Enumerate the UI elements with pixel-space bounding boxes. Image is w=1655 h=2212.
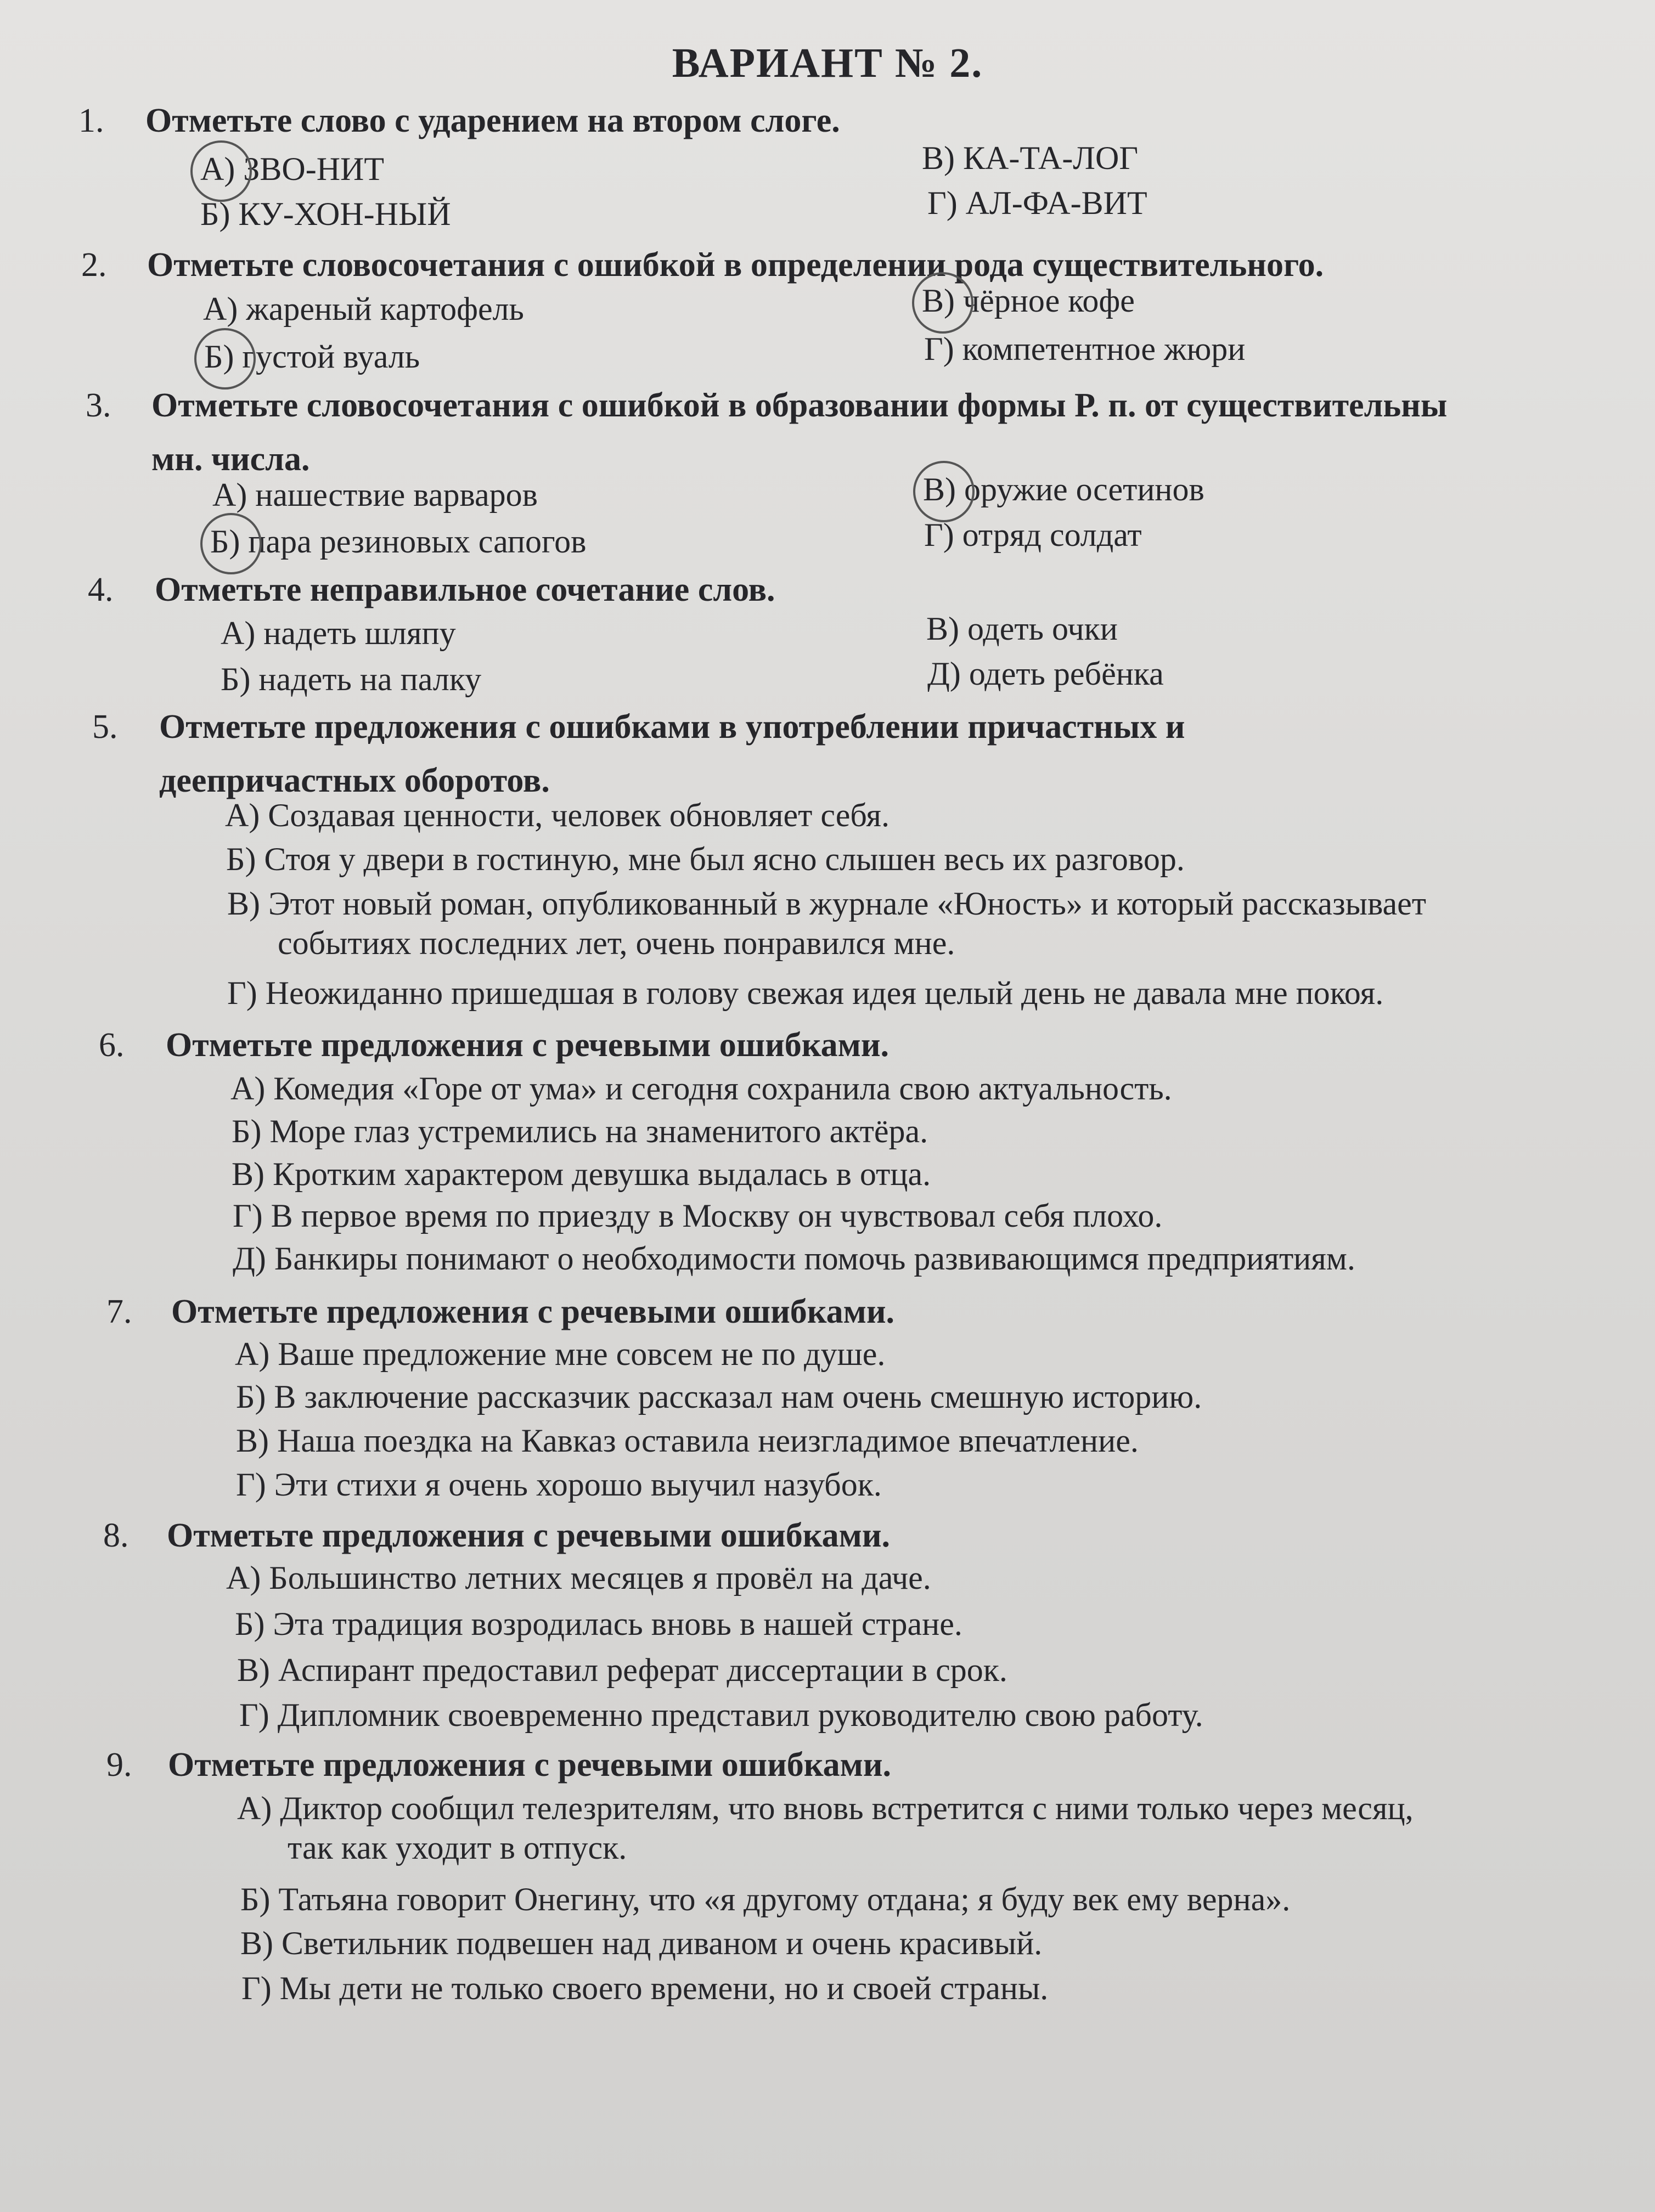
answer-option[interactable]: В) оружие осетинов: [923, 473, 1204, 506]
question-text: Отметьте неправильное сочетание слов.: [155, 571, 775, 608]
answer-option[interactable]: Д) Банкиры понимают о необходимости помочь развивающимся предприятиям.: [233, 1240, 1355, 1277]
answer-option[interactable]: Г) Дипломник своевременно представил руководителю свою работу.: [239, 1697, 1203, 1733]
answer-option[interactable]: А) Ваше предложение мне совсем не по душе.: [235, 1336, 886, 1372]
question-number: 6.: [99, 1026, 125, 1064]
answer-option[interactable]: А) Большинство летних месяцев я провёл на даче.: [226, 1560, 931, 1596]
answer-option[interactable]: В) Наша поездка на Кавказ оставила неизгладимое впечатление.: [236, 1423, 1139, 1459]
selected-circle-mark: [913, 461, 975, 522]
question-number: 9.: [106, 1746, 132, 1784]
answer-option[interactable]: Г) В первое время по приезду в Москву он чувствовал себя плохо.: [233, 1198, 1163, 1234]
answer-option[interactable]: Б) надеть на палку: [221, 661, 482, 697]
answer-option[interactable]: Б) Эта традиция возродилась вновь в нашей стране.: [235, 1606, 962, 1642]
answer-option[interactable]: В) Светильник подвешен над диваном и очень красивый.: [240, 1925, 1043, 1961]
answer-option[interactable]: В) чёрное кофе: [922, 284, 1135, 317]
question-number: 3.: [86, 387, 111, 424]
answer-option-continuation: событиях последних лет, очень понравился мне.: [278, 925, 955, 961]
answer-option[interactable]: А) Комедия «Горе от ума» и сегодня сохранила свою актуальность.: [230, 1070, 1172, 1107]
answer-option[interactable]: В) Аспирант предоставил реферат диссертации в срок.: [237, 1652, 1007, 1688]
question-text-continuation: мн. числа.: [151, 441, 310, 478]
answer-option[interactable]: Д) одеть ребёнка: [927, 656, 1164, 692]
question-number: 8.: [103, 1517, 129, 1554]
answer-option[interactable]: Г) Мы дети не только своего времени, но и своей страны.: [241, 1970, 1049, 2006]
answer-option[interactable]: Г) Эти стихи я очень хорошо выучил назубок.: [236, 1466, 882, 1503]
question-text-continuation: деепричастных оборотов.: [159, 762, 550, 799]
answer-option[interactable]: В) Кротким характером девушка выдалась в отца.: [232, 1156, 931, 1192]
answer-option[interactable]: А) Диктор сообщил телезрителям, что вновь встретится с ними только через месяц, так как уходит в отпуск.: [237, 1790, 1414, 1866]
selected-circle-mark: [200, 513, 262, 574]
page-title: ВАРИАНТ № 2.: [672, 40, 983, 86]
question-text: Отметьте словосочетания с ошибкой в определении рода существительного.: [147, 246, 1324, 284]
answer-option[interactable]: А) нашествие варваров: [212, 477, 538, 513]
answer-option[interactable]: Г) АЛ-ФА-ВИТ: [927, 185, 1147, 221]
answer-option[interactable]: В) КА-ТА-ЛОГ: [922, 140, 1139, 176]
question-text: Отметьте предложения с речевыми ошибками.: [171, 1293, 895, 1330]
answer-option[interactable]: Г) компетентное жюри: [924, 331, 1246, 367]
answer-option[interactable]: Б) пара резиновых сапогов: [210, 525, 587, 558]
selected-circle-mark: [190, 140, 252, 202]
answer-option[interactable]: Б) Татьяна говорит Онегину, что «я другому отдана; я буду век ему верна».: [240, 1881, 1291, 1917]
question-text: Отметьте предложения с речевыми ошибками.: [168, 1746, 892, 1784]
answer-option-continuation: так как уходит в отпуск.: [288, 1830, 627, 1866]
answer-option[interactable]: А) надеть шляпу: [221, 615, 456, 651]
answer-option[interactable]: Б) КУ-ХОН-НЫЙ: [200, 196, 451, 232]
question-text: Отметьте предложения с ошибками в употреблении причастных и: [159, 708, 1185, 746]
question-text: Отметьте предложения с речевыми ошибками.: [166, 1026, 890, 1064]
answer-option[interactable]: А) Создавая ценности, человек обновляет себя.: [225, 797, 890, 833]
question-text: Отметьте предложения с речевыми ошибками.: [167, 1517, 891, 1554]
question-number: 4.: [88, 571, 114, 608]
question-number: 5.: [92, 708, 118, 746]
answer-option[interactable]: Б) Море глаз устремились на знаменитого актёра.: [232, 1113, 928, 1149]
answer-option[interactable]: В) одеть очки: [926, 611, 1118, 647]
answer-option[interactable]: Б) густой вуаль: [204, 340, 420, 373]
question-text: Отметьте слово с ударением на втором слоге.: [145, 102, 840, 139]
selected-circle-mark: [194, 328, 256, 390]
answer-option[interactable]: Б) В заключение рассказчик рассказал нам очень смешную историю.: [236, 1379, 1202, 1415]
question-text: Отметьте словосочетания с ошибкой в образовании формы Р. п. от существительны: [151, 387, 1448, 424]
answer-option[interactable]: Г) Неожиданно пришедшая в голову свежая идея целый день не давала мне покоя.: [227, 975, 1384, 1011]
answer-option[interactable]: Г) отряд солдат: [924, 517, 1142, 553]
answer-option[interactable]: Б) Стоя у двери в гостиную, мне был ясно слышен весь их разговор.: [226, 841, 1185, 877]
question-number: 7.: [106, 1293, 132, 1330]
question-number: 2.: [81, 246, 107, 284]
answer-option[interactable]: А) ЗВО-НИТ: [200, 153, 384, 185]
answer-option[interactable]: В) Этот новый роман, опубликованный в журнале «Юность» и который рассказывает событиях последних лет, очень понравился мне.: [227, 885, 1426, 961]
answer-option[interactable]: А) жареный картофель: [203, 291, 524, 327]
selected-circle-mark: [912, 272, 973, 334]
question-number: 1.: [78, 102, 104, 139]
